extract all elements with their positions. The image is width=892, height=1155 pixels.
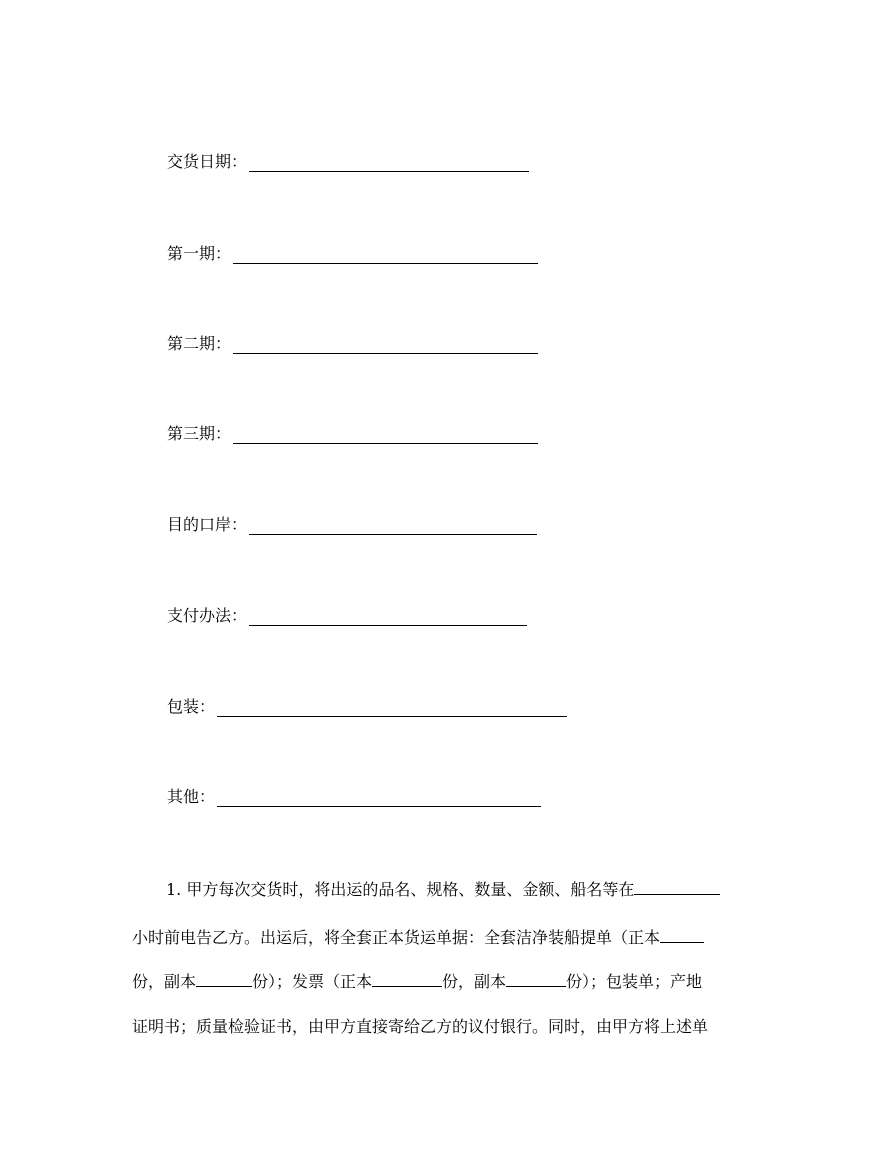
second-installment-field	[167, 330, 538, 354]
clause-line-2-text: 小时前电告乙方。出运后，将全套正本货运单据：全套洁净装船提单（正本	[132, 928, 661, 947]
bl-original-count-blank[interactable]	[660, 926, 704, 943]
other-field	[167, 783, 541, 807]
second-installment-label: 第二期：	[167, 334, 232, 353]
destination-port-label: 目的口岸：	[167, 515, 248, 534]
packaging-label: 包装：	[167, 697, 216, 716]
clause-line-4-text: 证明书；质量检验证书，由甲方直接寄给乙方的议付银行。同时，由甲方将上述单	[132, 1017, 709, 1036]
second-installment-blank[interactable]	[233, 335, 538, 354]
clause-line-3-text-c: 份，副本	[442, 972, 507, 991]
other-blank[interactable]	[217, 788, 541, 807]
delivery-date-field	[167, 148, 529, 172]
payment-method-blank[interactable]	[249, 607, 527, 626]
destination-port-field	[167, 511, 537, 535]
clause-line-3-text-a: 份，副本	[132, 972, 197, 991]
first-installment-field	[167, 240, 538, 264]
clause-line-1	[166, 878, 720, 900]
third-installment-blank[interactable]	[233, 425, 538, 444]
delivery-date-blank[interactable]	[249, 153, 529, 172]
first-installment-blank[interactable]	[233, 245, 538, 264]
clause-line-4	[132, 1016, 708, 1038]
delivery-date-label: 交货日期：	[167, 152, 248, 171]
third-installment-field	[167, 420, 538, 444]
packaging-field	[167, 693, 567, 717]
payment-method-field	[167, 602, 527, 626]
clause-line-2	[132, 926, 704, 948]
other-label: 其他：	[167, 787, 216, 806]
clause-line-3	[132, 970, 702, 992]
third-installment-label: 第三期：	[167, 424, 232, 443]
clause-line-3-text-d: 份）；包装单；产地	[566, 972, 703, 991]
invoice-original-count-blank[interactable]	[372, 970, 442, 987]
clause-line-1-text: 1. 甲方每次交货时，将出运的品名、规格、数量、金额、船名等在	[166, 880, 635, 899]
packaging-blank[interactable]	[217, 698, 567, 717]
payment-method-label: 支付办法：	[167, 606, 248, 625]
destination-port-blank[interactable]	[249, 516, 537, 535]
invoice-copy-count-blank[interactable]	[506, 970, 566, 987]
bl-copy-count-blank[interactable]	[196, 970, 252, 987]
first-installment-label: 第一期：	[167, 244, 232, 263]
clause-line-3-text-b: 份）；发票（正本	[252, 972, 373, 991]
notice-hours-blank[interactable]	[634, 878, 720, 895]
